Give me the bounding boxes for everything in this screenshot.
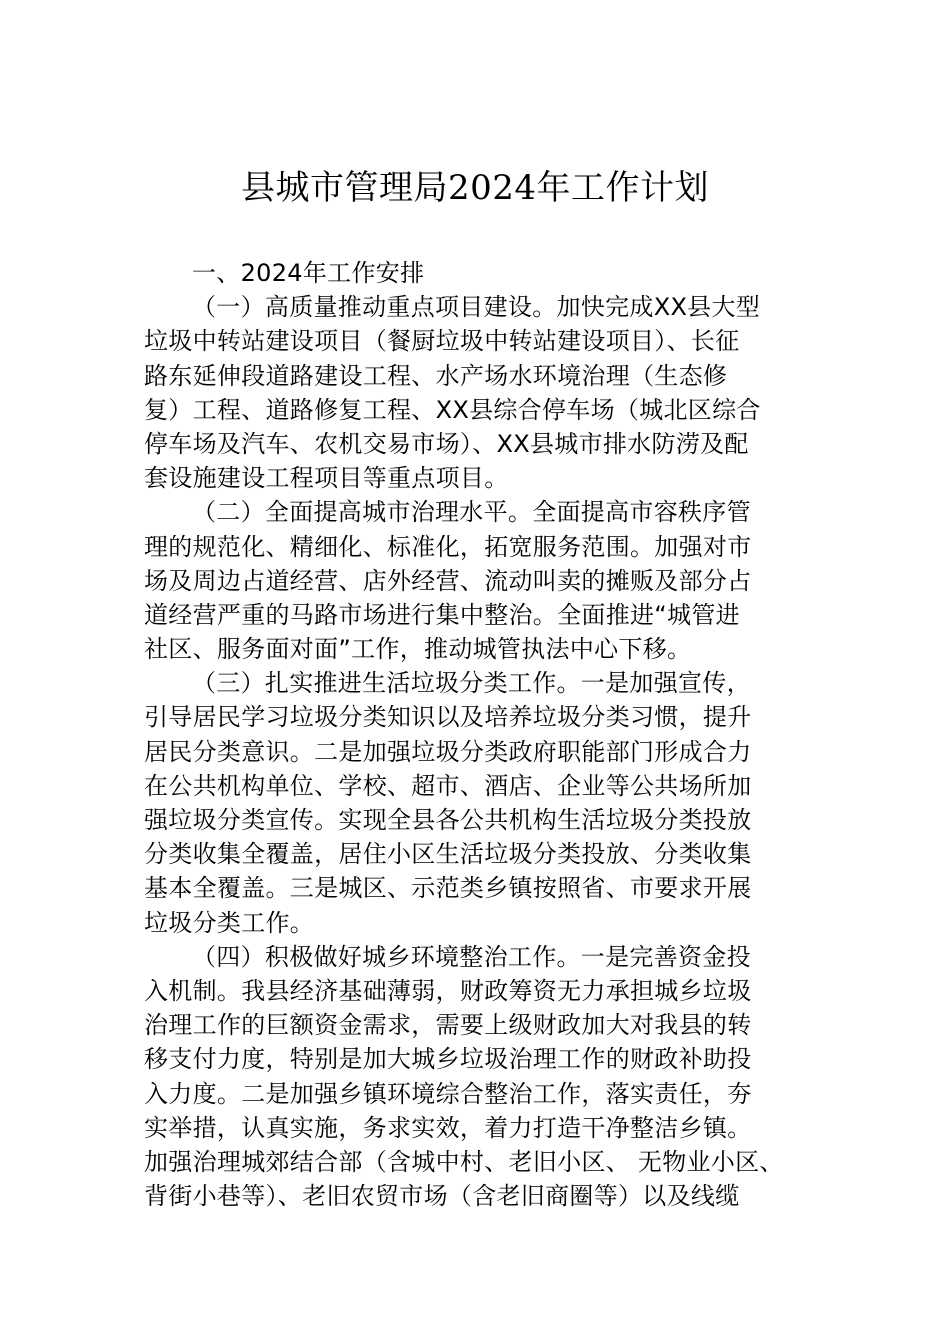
document-body	[144, 256, 824, 1213]
text-line: 套设施建设工程项目等重点项目。	[144, 464, 509, 493]
text-line: 一、2024年工作安排	[192, 259, 425, 287]
text-line: （三）扎实推进生活垃圾分类工作。一是加强宣传，	[192, 669, 751, 698]
text-line: 停车场及汽车、农机交易市场）、XX县城市排水防涝及配	[144, 429, 749, 458]
text-line: 入机制。我县经济基础薄弱，财政筹资无力承担城乡垃圾	[144, 976, 752, 1005]
text-line: 背街小巷等）、老旧农贸市场（含老旧商圈等）以及线缆	[144, 1182, 740, 1211]
text-line: 社区、服务面对面”工作，推动城管执法中心下移。	[144, 635, 692, 664]
text-line: 理的规范化、精细化、标准化，拓宽服务范围。加强对市	[144, 532, 752, 561]
text-line: 分类收集全覆盖，居住小区生活垃圾分类投放、分类收集	[144, 840, 752, 869]
text-line: 引导居民学习垃圾分类知识以及培养垃圾分类习惯，提升	[144, 703, 752, 732]
text-line: 入力度。二是加强乡镇环境综合整治工作，落实责任，夯	[144, 1079, 752, 1108]
text-line: 复）工程、道路修复工程、XX县综合停车场（城北区综合	[144, 395, 761, 424]
text-line: 垃圾中转站建设项目（餐厨垃圾中转站建设项目）、长征	[144, 327, 740, 356]
text-line: 治理工作的巨额资金需求，需要上级财政加大对我县的转	[144, 1011, 752, 1040]
text-line: 基本全覆盖。三是城区、示范类乡镇按照省、市要求开展	[144, 874, 752, 903]
text-line: 路东延伸段道路建设工程、水产场水环境治理（生态修	[144, 361, 728, 390]
text-line: 强垃圾分类宣传。实现全县各公共机构生活垃圾分类投放	[144, 806, 752, 834]
text-line: 加强治理城郊结合部（含城中村、老旧小区、 无物业小区、	[144, 1147, 784, 1176]
text-line: （一）高质量推动重点项目建设。加快完成XX县大型	[192, 293, 761, 322]
document-title: 县城市管理局2024年工作计划	[240, 168, 710, 208]
text-line: 场及周边占道经营、店外经营、流动叫卖的摊贩及部分占	[144, 566, 752, 595]
text-line: （四）积极做好城乡环境整治工作。一是完善资金投	[192, 942, 751, 971]
text-line: 实举措，认真实施，务求实效，着力打造干净整洁乡镇。	[144, 1113, 752, 1142]
text-line: 道经营严重的马路市场进行集中整治。全面推进“城管进	[144, 600, 740, 629]
text-line: 移支付力度，特别是加大城乡垃圾治理工作的财政补助投	[144, 1045, 752, 1074]
text-line: 垃圾分类工作。	[144, 908, 315, 937]
text-line: （二）全面提高城市治理水平。全面提高市容秩序管	[192, 498, 751, 527]
text-line: 居民分类意识。二是加强垃圾分类政府职能部门形成合力	[144, 737, 752, 766]
text-line: 在公共机构单位、学校、超市、酒店、企业等公共场所加	[144, 771, 752, 800]
